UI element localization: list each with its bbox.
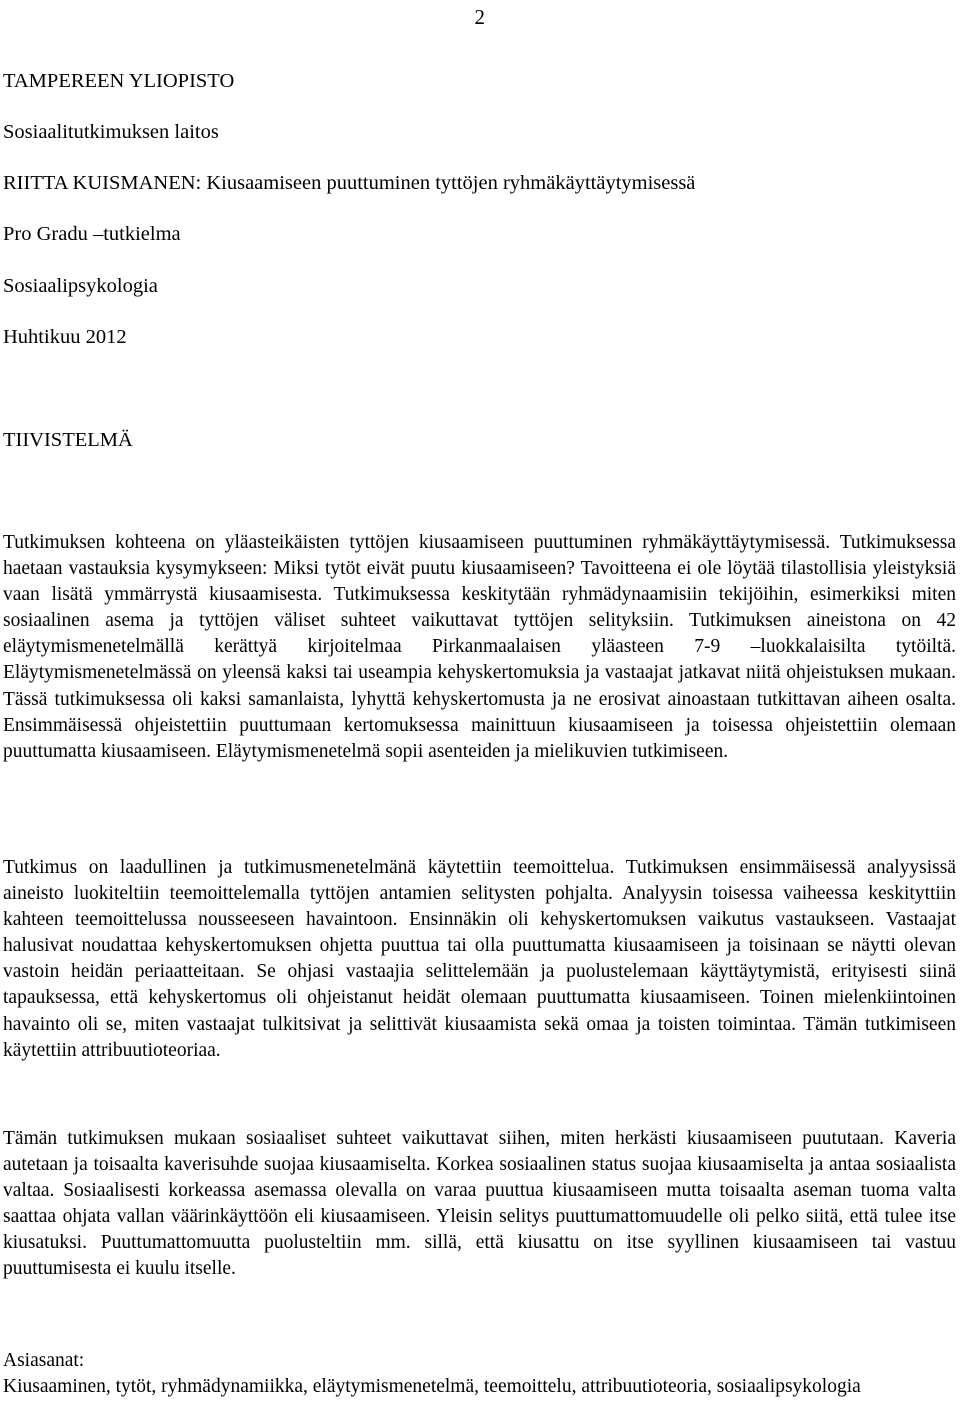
thesis-type: Pro Gradu –tutkielma [3, 223, 181, 245]
page-number: 2 [474, 5, 485, 29]
abstract-paragraph-1: Tutkimuksen kohteena on yläasteikäisten tyttöjen kiusaamiseen puuttuminen ryhmäkäyttäytymisessä. Tutkimuksessa haetaan vastauksia kysymykseen: Miksi tytöt eivät puutu kiusaamiseen? Tavoitteena ei ole löytää tilastollisia yleistyksiä vaan lisätä ymmärrystä kiusaamisesta. Tutkimuksessa keskitytään ryhmädynaamisiin tekijöihin, esimerkiksi miten sosiaalinen asema ja tyttöjen väliset suhteet vaikuttavat tyttöjen selityksiin. Tutkimuksen aineistona on 42 eläytymismenetelmällä kerättyä kirjoitelmaa Pirkanmaalaisen yläasteen 7-9 –luokkalaisilta tytöiltä. Eläytymismenetelmässä on yleensä kaksi tai useampia kehyskertomuksia ja vastaajat jatkavat niitä ohjeistuksen mukaan. Tässä tutkimuksessa oli kaksi samanlaista, lyhyttä kehyskertomusta ja ne erosivat ainoastaan tutkittavan aiheen osalta. Ensimmäisessä ohjeistettiin puuttumaan kertomuksessa mainittuun kiusaamiseen ja toisessa ohjeistettiin olemaan puuttumatta kiusaamiseen. Eläytymismenetelmä sopii asenteiden ja mielikuvien tutkimiseen. [3, 532, 956, 762]
abstract-paragraph-2: Tutkimus on laadullinen ja tutkimusmenetelmänä käytettiin teemoittelua. Tutkimuksen ensimmäisessä analyysissä aineisto luokiteltiin teemoittelemalla tyttöjen antamien selitysten pohjalta. Analyysin toisessa vaiheessa keskityttiin kahteen teemoittelussa nousseeseen havaintoon. Ensinnäkin oli kehyskertomuksen vaikutus vastaukseen. Vastaajat halusivat noudattaa kehyskertomuksen ohjetta puuttua tai olla puuttumatta kiusaamiseen ja toisinaan se näytti olevan vastoin heidän periaatteitaan. Se ohjasi vastaajia selittelemään ja puolustelemaan käyttäytymistä, erityisesti siinä tapauksessa, että kehyskertomus oli ohjeistanut heidät olemaan puuttumatta kiusaamiseen. Toinen mielenkiintoinen havainto oli se, miten vastaajat tulkitsivat ja selittivät kiusaamista sekä omaa ja toisten toimintaa. Tämän tutkimiseen käytettiin attribuutioteoriaa. [3, 857, 956, 1061]
abstract-paragraph-3: Tämän tutkimuksen mukaan sosiaaliset suhteet vaikuttavat siihen, miten herkästi kiusaamiseen puututaan. Kaveria autetaan ja toisaalta kaverisuhde suojaa kiusaamiselta. Korkea sosiaalinen status suojaa kiusaamiselta ja antaa sosiaalista valtaa. Sosiaalisesti korkeassa asemassa olevalla on varaa puuttua kiusaamiseen mutta toisaalta aseman tuoma valta saattaa ohjata vallan väärinkäyttöön eli kiusaamiseen. Yleisin selitys puuttumattomuudelle oli pelko siitä, että tulee itse kiusatuksi. Puuttumattomuutta puolusteltiin mm. sillä, että kiusattu on itse syyllinen kiusaamiseen tai vastuu puuttumisesta ei kuulu itselle. [3, 1128, 956, 1280]
author-and-title: RIITTA KUISMANEN: Kiusaamiseen puuttuminen tyttöjen ryhmäkäyttäytymisessä [3, 172, 696, 194]
university-name: TAMPEREEN YLIOPISTO [3, 70, 235, 92]
department-name: Sosiaalitutkimuksen laitos [3, 121, 219, 143]
date: Huhtikuu 2012 [3, 326, 127, 348]
abstract-heading: TIIVISTELMÄ [3, 429, 133, 451]
keywords-label: Asiasanat: [3, 1350, 85, 1371]
keywords-text: Kiusaaminen, tytöt, ryhmädynamiikka, eläytymismenetelmä, teemoittelu, attribuutioteoria, sosiaalipsykologia [3, 1376, 861, 1397]
subject: Sosiaalipsykologia [3, 275, 158, 297]
